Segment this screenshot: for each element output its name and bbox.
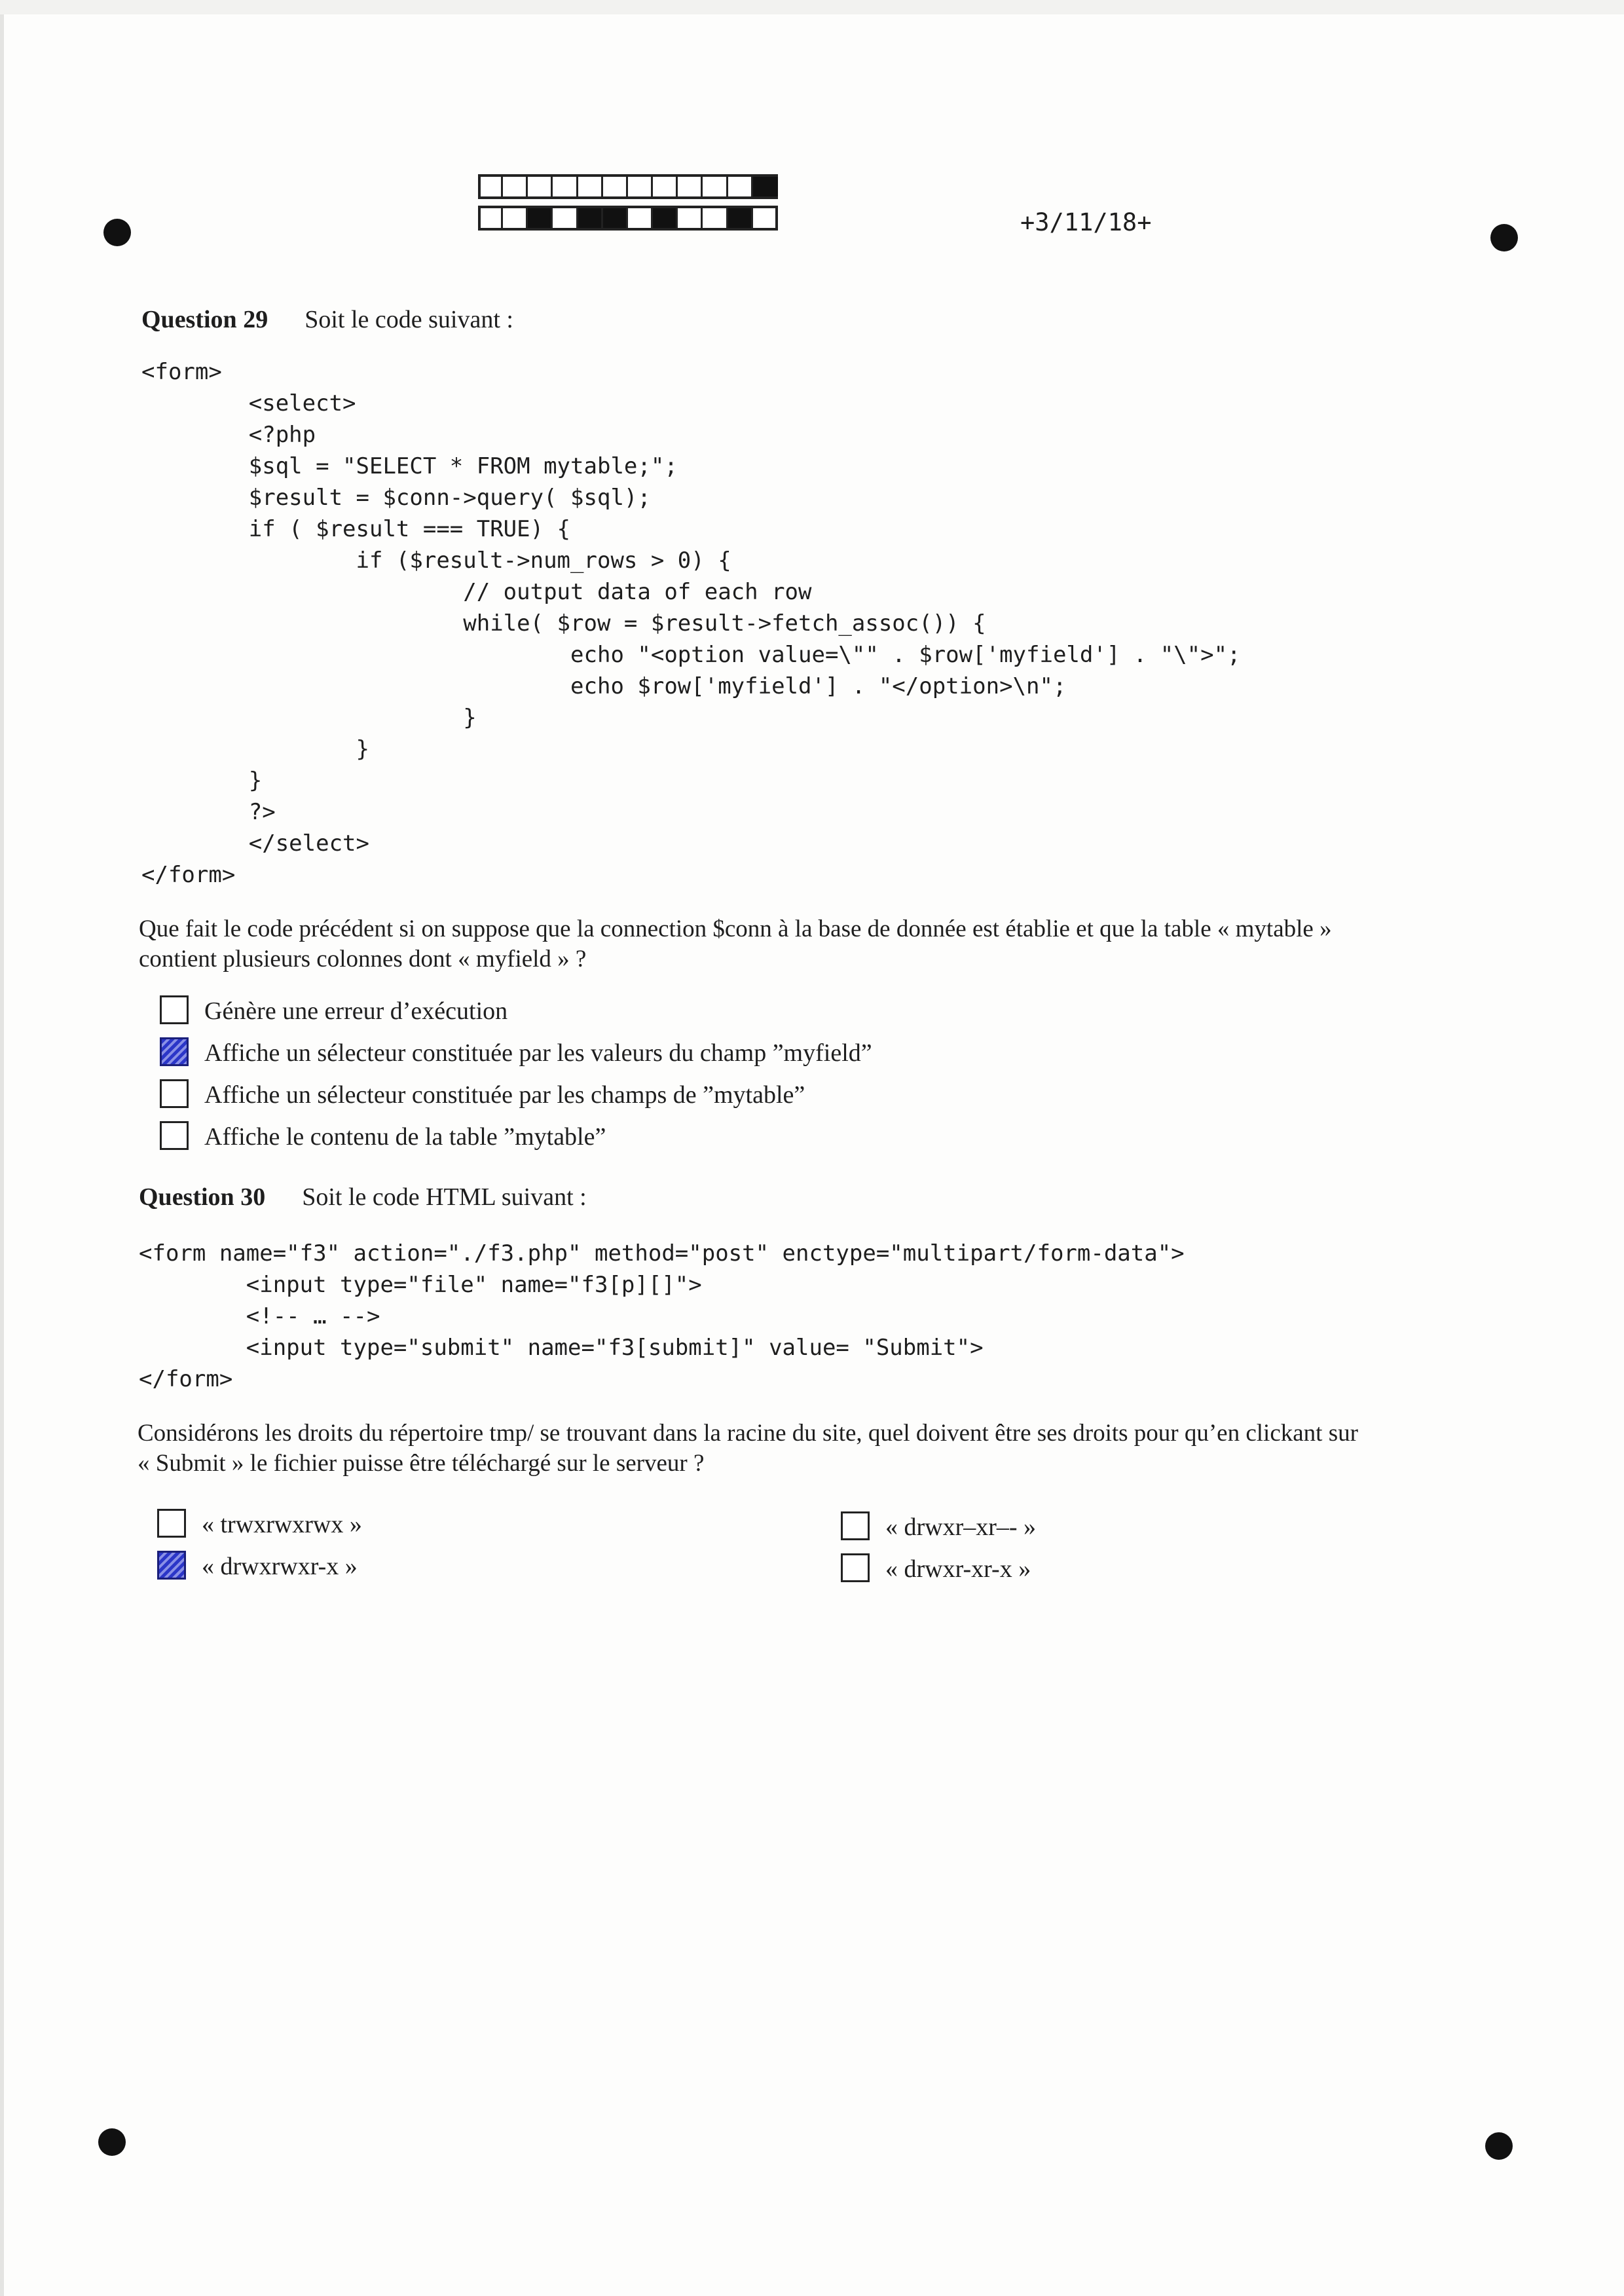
question-30-prompt-line-2: « Submit » le fichier puisse être téléchargé sur le serveur ? — [138, 1450, 705, 1477]
answer-checkbox[interactable] — [157, 1509, 186, 1538]
answer-checkbox[interactable] — [160, 995, 189, 1024]
code-cell — [703, 208, 728, 228]
registration-mark-bottom-left — [98, 2128, 126, 2156]
question-30-code-line: <!-- … --> — [139, 1303, 380, 1329]
answer-checkbox[interactable] — [841, 1511, 870, 1540]
question-29-code-line: echo $row['myfield'] . "</option>\n"; — [141, 673, 1067, 699]
question-30-code-line: <input type="submit" name="f3[submit]" value= "Submit"> — [139, 1335, 984, 1361]
question-29-code-block — [141, 356, 1241, 891]
code-cell — [628, 177, 653, 196]
code-cell — [503, 177, 528, 196]
code-cell — [528, 177, 553, 196]
question-29-code-line: </select> — [141, 830, 369, 857]
question-30-code-block — [139, 1238, 1185, 1395]
binary-code-row-1 — [478, 174, 778, 199]
question-29-code-line: if ($result->num_rows > 0) { — [141, 547, 731, 574]
registration-mark-top-right — [1490, 224, 1518, 251]
answer-checkbox[interactable] — [841, 1553, 870, 1582]
code-cell — [478, 208, 503, 228]
code-cell — [478, 177, 503, 196]
question-29-prompt — [139, 914, 1332, 974]
code-cell — [753, 208, 778, 228]
question-30-label: Question 30 — [139, 1183, 266, 1211]
code-cell — [628, 208, 653, 228]
registration-mark-top-left — [103, 219, 131, 246]
question-29-code-line: ?> — [141, 799, 276, 825]
answer-label: Affiche un sélecteur constituée par les valeurs du champ ”myfield” — [204, 1039, 872, 1067]
question-29-code-line: </form> — [141, 862, 236, 888]
question-30-code-line: <form name="f3" action="./f3.php" method="post" enctype="multipart/form-data"> — [139, 1240, 1185, 1267]
page-left-edge — [0, 14, 4, 2296]
code-cell — [653, 177, 678, 196]
question-29-code-line: while( $row = $result->fetch_assoc()) { — [141, 610, 986, 637]
code-cell — [553, 208, 578, 228]
code-cell — [578, 177, 603, 196]
answer-checkbox-checked[interactable] — [157, 1551, 186, 1580]
question-29-code-line: if ( $result === TRUE) { — [141, 516, 571, 542]
code-cell — [528, 208, 553, 228]
answer-label: Affiche un sélecteur constituée par les champs de ”mytable” — [204, 1081, 805, 1109]
code-cell — [678, 177, 703, 196]
question-29-code-line: <select> — [141, 390, 356, 417]
code-cell — [728, 208, 753, 228]
question-30-intro: Soit le code HTML suivant : — [302, 1183, 587, 1211]
code-cell — [703, 177, 728, 196]
code-cell — [753, 177, 778, 196]
question-29-prompt-line-1: Que fait le code précédent si on suppose que la connection $conn à la base de donnée est établie et que la table « mytable » — [139, 916, 1332, 942]
question-29-code-line: // output data of each row — [141, 579, 812, 605]
answer-checkbox[interactable] — [160, 1121, 189, 1150]
question-30-code-line: <input type="file" name="f3[p][]"> — [139, 1272, 702, 1298]
answer-label: « trwxrwxrwx » — [202, 1511, 362, 1538]
code-cell — [553, 177, 578, 196]
answer-label: Génère une erreur d’exécution — [204, 997, 508, 1025]
code-cell — [653, 208, 678, 228]
question-29-code-line: <form> — [141, 359, 222, 385]
answer-label: « drwxrwxr-x » — [202, 1553, 358, 1580]
page-top-edge — [0, 0, 1624, 14]
question-29-prompt-line-2: contient plusieurs colonnes dont « myfield » ? — [139, 946, 587, 972]
question-29-code-line: echo "<option value=\"" . $row['myfield'] . "\">"; — [141, 642, 1241, 668]
question-30-header — [139, 1183, 587, 1212]
answer-label: « drwxr–xr–- » — [885, 1513, 1037, 1541]
answer-label: « drwxr-xr-x » — [885, 1555, 1031, 1583]
question-29-header — [141, 305, 513, 334]
code-cell — [603, 177, 628, 196]
binary-code-row-2 — [478, 206, 778, 231]
question-29-code-line: $result = $conn->query( $sql); — [141, 485, 651, 511]
code-cell — [578, 208, 603, 228]
code-cell — [603, 208, 628, 228]
page-identifier: +3/11/18+ — [1020, 208, 1152, 236]
question-29-code-line: } — [141, 768, 263, 794]
code-cell — [503, 208, 528, 228]
question-30-prompt-line-1: Considérons les droits du répertoire tmp/ se trouvant dans la racine du site, quel doivent être ses droits pour qu’en clickant sur — [138, 1420, 1358, 1447]
question-30-code-line: </form> — [139, 1366, 233, 1392]
registration-mark-bottom-right — [1485, 2132, 1513, 2160]
question-29-code-line: } — [141, 736, 369, 762]
question-30-prompt — [138, 1418, 1358, 1479]
code-cell — [678, 208, 703, 228]
answer-checkbox-checked[interactable] — [160, 1037, 189, 1066]
question-29-code-line: <?php — [141, 422, 316, 448]
answer-label: Affiche le contenu de la table ”mytable” — [204, 1123, 606, 1151]
code-cell — [728, 177, 753, 196]
question-29-code-line: $sql = "SELECT * FROM mytable;"; — [141, 453, 678, 479]
question-29-label: Question 29 — [141, 306, 268, 333]
question-29-intro: Soit le code suivant : — [304, 306, 513, 333]
question-29-code-line: } — [141, 705, 477, 731]
answer-checkbox[interactable] — [160, 1079, 189, 1108]
